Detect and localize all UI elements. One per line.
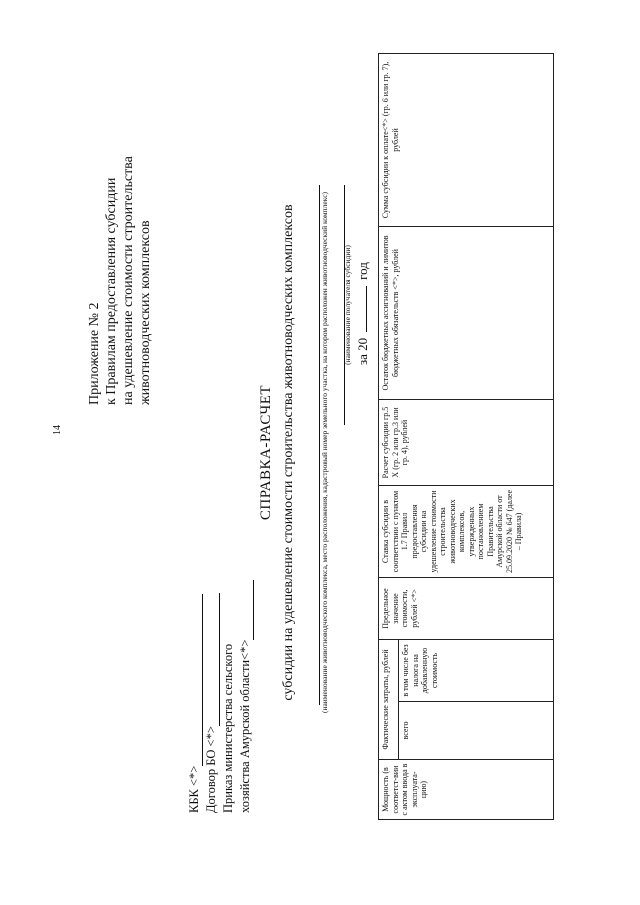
appendix-line: к Правилам предоставления субсидии bbox=[104, 177, 119, 405]
header-subsidy-calc: Расчет субсидии гр.5 Х (гр. 2 или гр.3 или гр. 4), рублей bbox=[379, 400, 554, 486]
year-row bbox=[354, 262, 371, 365]
contract-underline bbox=[206, 593, 220, 726]
recipient-caption: (наименование получателя субсидии) bbox=[343, 245, 352, 365]
header-subsidy-rate: Ставка субсидии в соответствии с пунктом 1.7 Правил предоставления субсидии на удешевление стоимости строительства животноводческих комплексов, утвержденных постановлением Правительства Амурской области от 25.09.2020 № 647 (далее – Правила) bbox=[379, 486, 554, 578]
subsidy-table bbox=[378, 53, 554, 820]
header-subsidy-payable: Сумма субсидии к оплате<*> (гр. 6 или гр. 7), рублей bbox=[379, 54, 554, 227]
document-subtitle: субсидии на удешевление стоимости строительства животноводческих комплексов bbox=[281, 204, 296, 701]
kbk-row bbox=[186, 580, 203, 813]
appendix-line: животноводческих комплексов bbox=[138, 220, 153, 405]
complex-caption: (наименование животноводческого комплекса, место расположения, кадастровый номер земельного участка, на котором расположен животноводческий комплекс) bbox=[320, 191, 329, 714]
appendix-header bbox=[86, 156, 154, 405]
header-budget-balance: Остаток бюджетных ассигнований и лимитов бюджетных обязательств <*>, рублей bbox=[379, 227, 554, 400]
appendix-title: Приложение № 2 bbox=[87, 302, 102, 405]
contract-row bbox=[203, 580, 220, 813]
order-row-1 bbox=[220, 580, 237, 813]
year-suffix: год bbox=[355, 262, 370, 280]
year-prefix: за 20 bbox=[355, 337, 370, 365]
header-capacity: Мощность (в соответст-вии с актом ввода в эксплуата-цию) bbox=[379, 760, 554, 820]
header-actual-costs: Фактические затраты, рублей bbox=[379, 640, 399, 760]
kbk-label: КБК <*> bbox=[187, 765, 201, 813]
order-underline bbox=[240, 580, 254, 640]
document-title: СПРАВКА-РАСЧЕТ bbox=[258, 384, 274, 521]
order-row-2 bbox=[237, 580, 254, 813]
order-label-line1: Приказ министерства сельского bbox=[221, 643, 235, 813]
page-number: 14 bbox=[52, 425, 63, 435]
table-header-row bbox=[379, 54, 399, 820]
kbk-block bbox=[186, 580, 254, 813]
contract-label: Договор БО <*> bbox=[204, 726, 218, 813]
appendix-line: на удешевление стоимости строительства bbox=[121, 156, 136, 405]
kbk-underline bbox=[189, 594, 203, 766]
header-actual-without-vat: в том числе без налога на добавленную стоимость bbox=[399, 640, 554, 702]
order-label-line2: хозяйства Амурской области<*> bbox=[238, 639, 252, 813]
header-actual-total: всего bbox=[399, 702, 554, 760]
header-limit-value: Предельное значение стоимости, рублей <*> bbox=[379, 578, 554, 640]
year-blank bbox=[354, 286, 367, 332]
